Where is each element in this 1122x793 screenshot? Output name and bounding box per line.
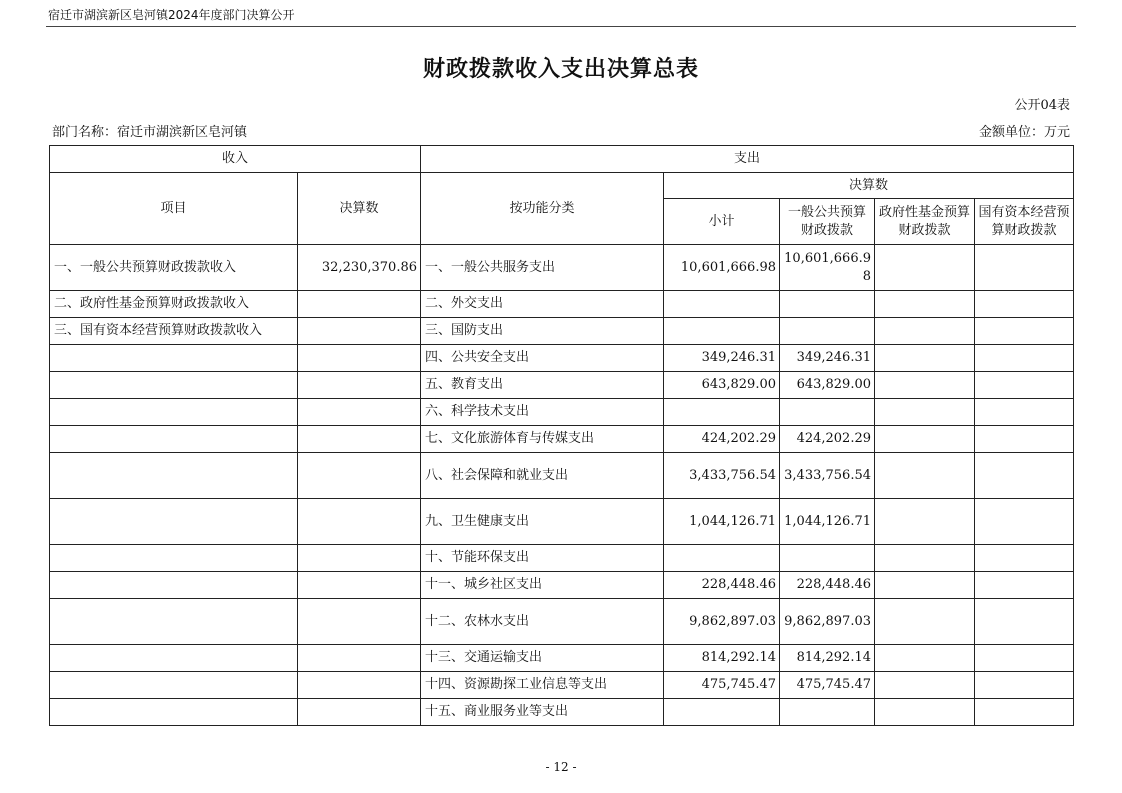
income-item-cell: [50, 453, 298, 499]
income-header: 收入: [50, 146, 421, 173]
fund-budget-cell: [875, 426, 975, 453]
state-capital-cell: [975, 499, 1074, 545]
general-budget-cell: [780, 399, 875, 426]
income-amount-cell: [298, 453, 421, 499]
income-amount-cell: [298, 499, 421, 545]
expense-item-cell: 一、一般公共服务支出: [421, 245, 664, 291]
income-amount-cell: [298, 572, 421, 599]
department-label: 部门名称：宿迁市湖滨新区皂河镇: [52, 125, 248, 140]
table-row: [50, 399, 1074, 426]
expense-item-cell: 十三、交通运输支出: [421, 645, 664, 672]
state-capital-cell: [975, 426, 1074, 453]
fund-budget-cell: [875, 372, 975, 399]
income-amount-cell: [298, 545, 421, 572]
subtotal-cell: 228,448.46: [664, 572, 780, 599]
subtotal-cell: [664, 291, 780, 318]
general-budget-cell: 814,292.14: [780, 645, 875, 672]
income-amount-cell: [298, 318, 421, 345]
state-capital-cell: [975, 372, 1074, 399]
table-row: [50, 672, 1074, 699]
income-item-cell: 二、政府性基金预算财政拨款收入: [50, 291, 298, 318]
state-capital-cell: [975, 318, 1074, 345]
income-item-cell: [50, 399, 298, 426]
state-capital-cell: [975, 599, 1074, 645]
table-row: [50, 318, 1074, 345]
general-budget-cell: 1,044,126.71: [780, 499, 875, 545]
income-item-cell: [50, 672, 298, 699]
page-title: 财政拨款收入支出决算总表: [422, 57, 699, 82]
general-budget-cell: 643,829.00: [780, 372, 875, 399]
income-item-cell: [50, 699, 298, 726]
expense-item-cell: 十二、农林水支出: [421, 599, 664, 645]
fund-budget-cell: [875, 291, 975, 318]
subtotal-cell: 349,246.31: [664, 345, 780, 372]
income-item-cell: [50, 499, 298, 545]
income-amount-cell: [298, 372, 421, 399]
subtotal-cell: [664, 318, 780, 345]
table-row: [50, 291, 1074, 318]
subtotal-cell: 9,862,897.03: [664, 599, 780, 645]
subtotal-cell: 1,044,126.71: [664, 499, 780, 545]
table-row: [50, 372, 1074, 399]
general-budget-cell: 9,862,897.03: [780, 599, 875, 645]
income-item-cell: [50, 572, 298, 599]
fund-budget-cell: [875, 599, 975, 645]
income-item-cell: [50, 599, 298, 645]
col-subtotal-header: 小计: [664, 199, 780, 245]
income-item-cell: [50, 372, 298, 399]
fund-budget-cell: [875, 645, 975, 672]
header-divider: [46, 26, 1076, 27]
general-budget-cell: 424,202.29: [780, 426, 875, 453]
fund-budget-cell: [875, 345, 975, 372]
expense-item-cell: 七、文化旅游体育与传媒支出: [421, 426, 664, 453]
table-row: [50, 545, 1074, 572]
col-item-header: 项目: [50, 173, 298, 245]
general-budget-cell: 10,601,666.98: [780, 245, 875, 291]
state-capital-cell: [975, 645, 1074, 672]
subtotal-cell: 424,202.29: [664, 426, 780, 453]
fund-budget-cell: [875, 699, 975, 726]
table-row: [50, 572, 1074, 599]
expense-item-cell: 十五、商业服务业等支出: [421, 699, 664, 726]
general-budget-cell: [780, 291, 875, 318]
expense-item-cell: 十、节能环保支出: [421, 545, 664, 572]
subtotal-cell: [664, 399, 780, 426]
general-budget-cell: [780, 545, 875, 572]
fund-budget-cell: [875, 245, 975, 291]
expense-header: 支出: [421, 146, 1074, 173]
state-capital-cell: [975, 545, 1074, 572]
table-row: [50, 245, 1074, 291]
subtotal-cell: 643,829.00: [664, 372, 780, 399]
income-amount-cell: 32,230,370.86: [298, 245, 421, 291]
col-general-header: 一般公共预算财政拨款: [780, 199, 875, 245]
expense-item-cell: 二、外交支出: [421, 291, 664, 318]
state-capital-cell: [975, 453, 1074, 499]
state-capital-cell: [975, 572, 1074, 599]
table-row: [50, 345, 1074, 372]
general-budget-cell: 228,448.46: [780, 572, 875, 599]
income-item-cell: [50, 645, 298, 672]
expense-item-cell: 四、公共安全支出: [421, 345, 664, 372]
fund-budget-cell: [875, 399, 975, 426]
income-amount-cell: [298, 599, 421, 645]
expense-item-cell: 十一、城乡社区支出: [421, 572, 664, 599]
income-amount-cell: [298, 672, 421, 699]
subtotal-cell: [664, 699, 780, 726]
income-amount-cell: [298, 426, 421, 453]
page-number: - 12 -: [545, 760, 577, 774]
fund-budget-cell: [875, 572, 975, 599]
col-final-header: 决算数: [664, 173, 1074, 199]
table-row: [50, 699, 1074, 726]
expense-item-cell: 五、教育支出: [421, 372, 664, 399]
fund-budget-cell: [875, 453, 975, 499]
income-amount-cell: [298, 291, 421, 318]
income-amount-cell: [298, 699, 421, 726]
income-amount-cell: [298, 345, 421, 372]
table-row: [50, 453, 1074, 499]
running-header: 宿迁市湖滨新区皂河镇2024年度部门决算公开: [48, 8, 295, 22]
expense-item-cell: 八、社会保障和就业支出: [421, 453, 664, 499]
income-item-cell: 一、一般公共预算财政拨款收入: [50, 245, 298, 291]
subtotal-cell: [664, 545, 780, 572]
general-budget-cell: [780, 318, 875, 345]
expense-item-cell: 六、科学技术支出: [421, 399, 664, 426]
form-number: 公开04表: [1014, 98, 1070, 113]
col-function-header: 按功能分类: [421, 173, 664, 245]
col-state-header: 国有资本经营预算财政拨款: [975, 199, 1074, 245]
income-item-cell: [50, 545, 298, 572]
income-item-cell: 三、国有资本经营预算财政拨款收入: [50, 318, 298, 345]
table-row: [50, 599, 1074, 645]
state-capital-cell: [975, 672, 1074, 699]
col-amount-header: 决算数: [298, 173, 421, 245]
fund-budget-cell: [875, 318, 975, 345]
income-amount-cell: [298, 645, 421, 672]
budget-summary-table: [49, 145, 1074, 726]
subtotal-cell: 814,292.14: [664, 645, 780, 672]
general-budget-cell: [780, 699, 875, 726]
table-row: [50, 426, 1074, 453]
expense-item-cell: 九、卫生健康支出: [421, 499, 664, 545]
income-item-cell: [50, 345, 298, 372]
subtotal-cell: 3,433,756.54: [664, 453, 780, 499]
income-amount-cell: [298, 399, 421, 426]
state-capital-cell: [975, 245, 1074, 291]
unit-label: 金额单位：万元: [978, 125, 1070, 140]
general-budget-cell: 3,433,756.54: [780, 453, 875, 499]
state-capital-cell: [975, 399, 1074, 426]
table-row: [50, 499, 1074, 545]
table-row: [50, 645, 1074, 672]
subtotal-cell: 475,745.47: [664, 672, 780, 699]
fund-budget-cell: [875, 499, 975, 545]
income-item-cell: [50, 426, 298, 453]
state-capital-cell: [975, 291, 1074, 318]
state-capital-cell: [975, 699, 1074, 726]
fund-budget-cell: [875, 672, 975, 699]
state-capital-cell: [975, 345, 1074, 372]
expense-item-cell: 十四、资源勘探工业信息等支出: [421, 672, 664, 699]
general-budget-cell: 349,246.31: [780, 345, 875, 372]
general-budget-cell: 475,745.47: [780, 672, 875, 699]
col-fund-header: 政府性基金预算财政拨款: [875, 199, 975, 245]
expense-item-cell: 三、国防支出: [421, 318, 664, 345]
fund-budget-cell: [875, 545, 975, 572]
subtotal-cell: 10,601,666.98: [664, 245, 780, 291]
